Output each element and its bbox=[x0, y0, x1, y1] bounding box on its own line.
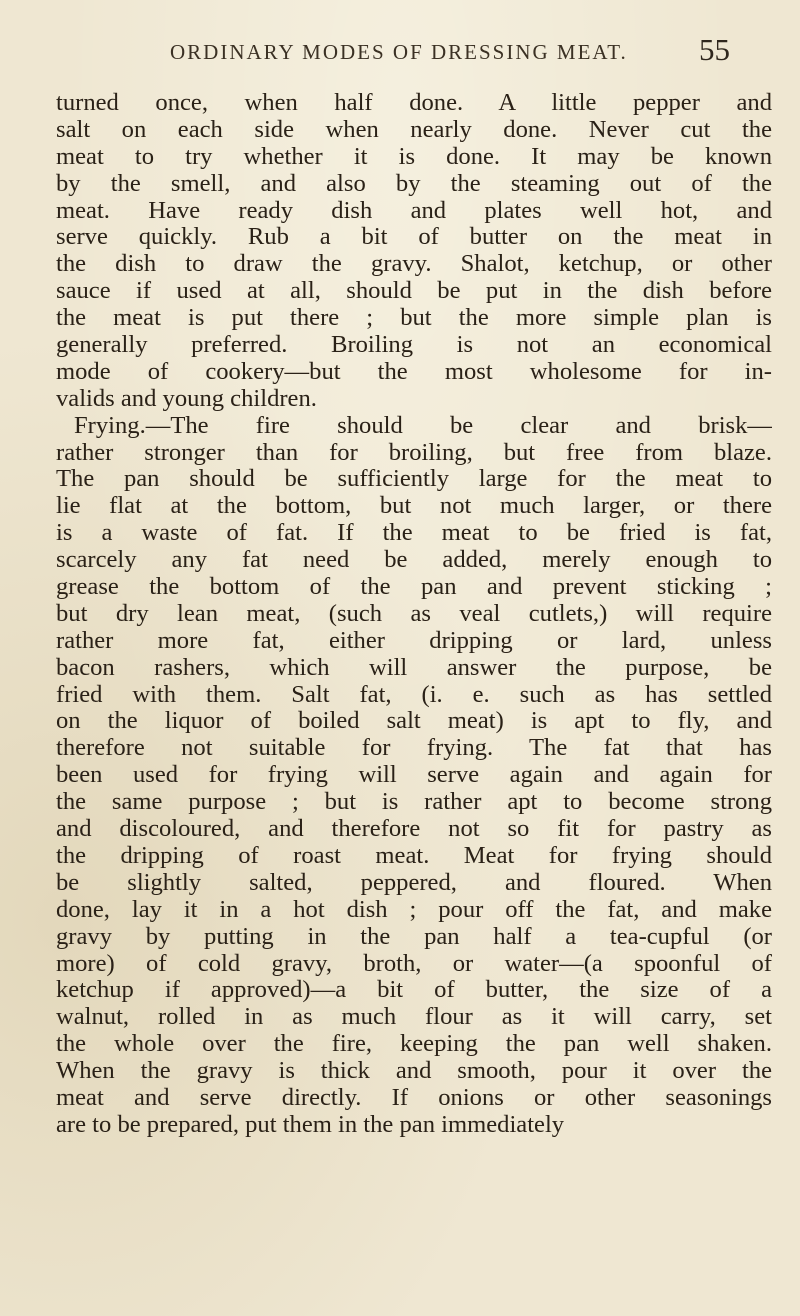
text-line: but dry lean meat, (such as veal cutlets,) will require bbox=[56, 600, 772, 627]
text-line: the dish to draw the gravy. Shalot, ketchup, or other bbox=[56, 251, 772, 278]
text-line: Frying.—The fire should be clear and brisk— bbox=[74, 412, 772, 439]
text-line: sauce if used at all, should be put in the dish before bbox=[56, 278, 772, 305]
text-line: serve quickly. Rub a bit of butter on the meat in bbox=[56, 224, 772, 251]
text-line: meat to try whether it is done. It may be known bbox=[56, 143, 772, 170]
text-line: mode of cookery—but the most wholesome for in- bbox=[56, 358, 772, 385]
text-line: meat and serve directly. If onions or other seasonings bbox=[56, 1084, 772, 1111]
text-line: the dripping of roast meat. Meat for frying should bbox=[56, 842, 772, 869]
text-line: meat. Have ready dish and plates well hot, and bbox=[56, 197, 772, 224]
text-line: are to be prepared, put them in the pan immediately bbox=[56, 1111, 565, 1138]
text-line: on the liquor of boiled salt meat) is apt to fly, and bbox=[56, 708, 772, 735]
text-line: the same purpose ; but is rather apt to become strong bbox=[56, 789, 772, 816]
text-line: walnut, rolled in as much flour as it will carry, set bbox=[56, 1004, 772, 1031]
text-line: fried with them. Salt fat, (i. e. such as has settled bbox=[56, 681, 772, 708]
text-line: The pan should be sufficiently large for the meat to bbox=[56, 466, 772, 493]
text-line: salt on each side when nearly done. Never cut the bbox=[56, 116, 772, 143]
text-line: is a waste of fat. If the meat to be fried is fat, bbox=[56, 520, 772, 547]
text-line: valids and young children. bbox=[56, 385, 317, 412]
text-line: more) of cold gravy, broth, or water—(a spoonful of bbox=[56, 950, 772, 977]
text-line: scarcely any fat need be added, merely enough to bbox=[56, 547, 772, 574]
text-line: gravy by putting in the pan half a tea-cupful (or bbox=[56, 923, 772, 950]
text-line: grease the bottom of the pan and prevent sticking ; bbox=[56, 574, 772, 601]
body-text bbox=[56, 90, 772, 1139]
text-line: ketchup if approved)—a bit of butter, the size of a bbox=[56, 977, 772, 1004]
text-line: rather more fat, either dripping or lard, unless bbox=[56, 627, 772, 654]
text-line: generally preferred. Broiling is not an economical bbox=[56, 332, 772, 359]
text-line: lie flat at the bottom, but not much larger, or there bbox=[56, 493, 772, 520]
text-line: When the gravy is thick and smooth, pour it over the bbox=[56, 1058, 772, 1085]
text-line: bacon rashers, which will answer the purpose, be bbox=[56, 654, 772, 681]
text-line: therefore not suitable for frying. The fat that has bbox=[56, 735, 772, 762]
text-line: be slightly salted, peppered, and floured. When bbox=[56, 869, 772, 896]
text-line: and discoloured, and therefore not so fit for pastry as bbox=[56, 816, 772, 843]
text-line: by the smell, and also by the steaming out of the bbox=[56, 170, 772, 197]
text-line: done, lay it in a hot dish ; pour off the fat, and make bbox=[56, 896, 772, 923]
text-line: the whole over the fire, keeping the pan well shaken. bbox=[56, 1031, 772, 1058]
text-line: the meat is put there ; but the more simple plan is bbox=[56, 305, 772, 332]
page-header bbox=[60, 32, 760, 76]
page-number: 55 bbox=[699, 32, 730, 67]
running-head: ORDINARY MODES OF DRESSING MEAT. bbox=[170, 40, 628, 64]
text-line: been used for frying will serve again and again for bbox=[56, 762, 772, 789]
text-line: rather stronger than for broiling, but free from blaze. bbox=[56, 439, 772, 466]
text-line: turned once, when half done. A little pepper and bbox=[56, 90, 772, 116]
